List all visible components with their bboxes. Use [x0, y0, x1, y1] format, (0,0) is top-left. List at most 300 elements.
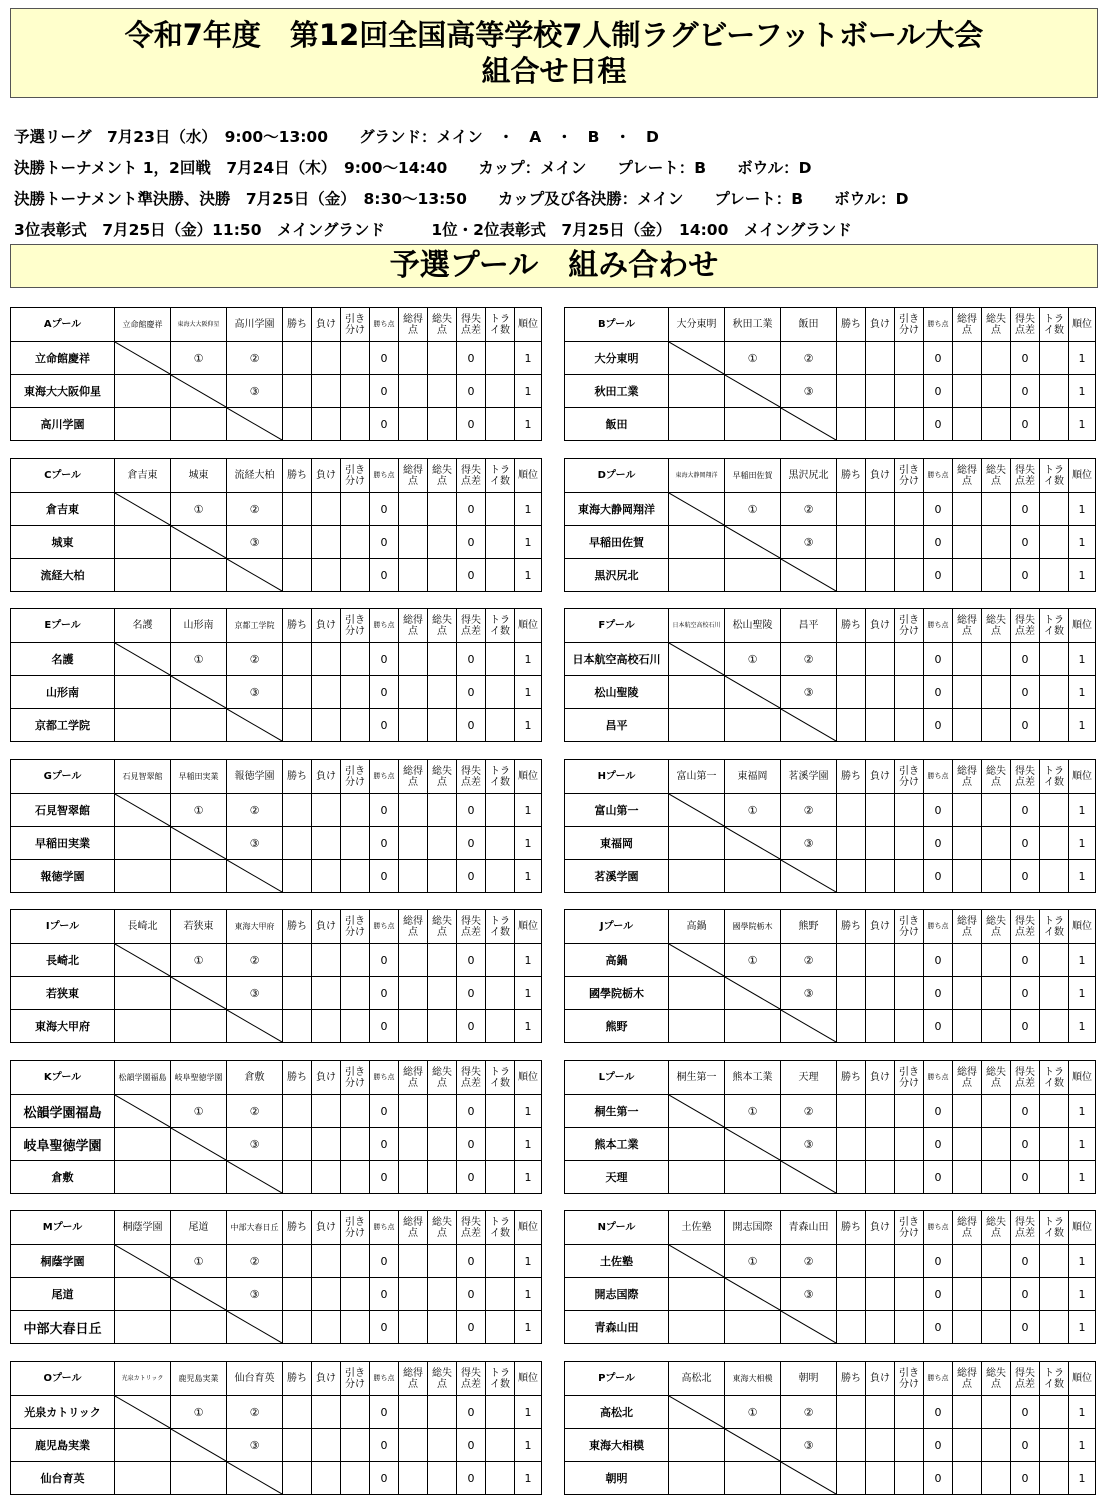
column-header-rank: 順位 — [515, 308, 542, 342]
diagonal-cell — [669, 1396, 725, 1429]
column-header-draw: 引き分け — [895, 910, 924, 944]
opponent-header: 早稲田実業 — [171, 760, 227, 794]
cell-total-against — [982, 1278, 1011, 1311]
cell-diff: 0 — [457, 342, 486, 375]
cell-points: 0 — [924, 676, 953, 709]
cell-rank: 1 — [515, 375, 542, 408]
cell-tries — [1040, 1462, 1069, 1495]
cell-loss — [866, 342, 895, 375]
cell-loss — [866, 493, 895, 526]
column-header-diff: 得失点差 — [457, 910, 486, 944]
cell-points: 0 — [370, 408, 399, 441]
column-header-total-for: 総得点 — [399, 609, 428, 643]
diagonal-cell — [115, 643, 171, 676]
cell-win — [283, 375, 312, 408]
cell-total-against — [428, 342, 457, 375]
cell-win — [283, 1245, 312, 1278]
cell-loss — [866, 1311, 895, 1344]
cell-total-against — [982, 860, 1011, 893]
cell-tries — [1040, 493, 1069, 526]
cell-total-against — [982, 1462, 1011, 1495]
cell-tries — [486, 1161, 515, 1194]
cell-loss — [312, 559, 341, 592]
match-number: ① — [725, 342, 781, 375]
result-cell — [669, 709, 725, 742]
schedule-line: 予選リーグ 7月23日（水） 9:00～13:00 グランド：メイン ・ A ・ B ・ D — [14, 128, 659, 146]
match-number: ① — [171, 493, 227, 526]
cell-tries — [486, 944, 515, 977]
column-header-tries: トライ数 — [1040, 459, 1069, 493]
column-header-tries: トライ数 — [486, 308, 515, 342]
table-row — [565, 709, 1096, 742]
team-name: 早稲田実業 — [11, 827, 115, 860]
cell-rank: 1 — [1069, 1095, 1096, 1128]
team-name: 中部大春日丘 — [11, 1311, 115, 1344]
cell-total-for — [399, 1462, 428, 1495]
team-name: 東海大静岡翔洋 — [565, 493, 669, 526]
cell-total-for — [953, 827, 982, 860]
pool-name: Aプール — [11, 308, 115, 342]
cell-diff: 0 — [1011, 1161, 1040, 1194]
team-name: 報徳学園 — [11, 860, 115, 893]
result-cell — [725, 1462, 781, 1495]
result-cell — [115, 1278, 171, 1311]
cell-diff: 0 — [457, 1161, 486, 1194]
opponent-header: 京都工学院 — [227, 609, 283, 643]
cell-draw — [895, 1429, 924, 1462]
match-number: ① — [171, 1396, 227, 1429]
match-number: ② — [781, 794, 837, 827]
cell-rank: 1 — [515, 1429, 542, 1462]
result-cell — [115, 408, 171, 441]
opponent-header: 仙台育英 — [227, 1362, 283, 1396]
cell-diff: 0 — [457, 526, 486, 559]
pool-table — [10, 909, 542, 1043]
match-number: ② — [227, 1245, 283, 1278]
column-header-total-for: 総得点 — [399, 1061, 428, 1095]
cell-loss — [312, 1245, 341, 1278]
cell-draw — [895, 408, 924, 441]
cell-loss — [866, 1278, 895, 1311]
cell-diff: 0 — [1011, 1010, 1040, 1043]
column-header-loss: 負け — [866, 760, 895, 794]
cell-draw — [341, 860, 370, 893]
cell-draw — [341, 1462, 370, 1495]
section-title: 予選プール 組み合わせ — [10, 244, 1098, 288]
cell-loss — [312, 643, 341, 676]
result-cell — [725, 1161, 781, 1194]
cell-total-for — [953, 676, 982, 709]
cell-rank: 1 — [515, 1311, 542, 1344]
pool-table — [564, 608, 1096, 742]
column-header-rank: 順位 — [1069, 1061, 1096, 1095]
column-header-draw: 引き分け — [895, 308, 924, 342]
cell-draw — [895, 1278, 924, 1311]
cell-total-for — [953, 794, 982, 827]
pool-name: Dプール — [565, 459, 669, 493]
result-cell — [171, 408, 227, 441]
cell-points: 0 — [370, 643, 399, 676]
column-header-total-for: 総得点 — [399, 910, 428, 944]
table-row — [565, 1245, 1096, 1278]
cell-rank: 1 — [1069, 1462, 1096, 1495]
team-name: 國學院栃木 — [565, 977, 669, 1010]
cell-diff: 0 — [1011, 375, 1040, 408]
cell-loss — [312, 408, 341, 441]
column-header-diff: 得失点差 — [457, 1061, 486, 1095]
cell-points: 0 — [370, 709, 399, 742]
opponent-header: 國學院栃木 — [725, 910, 781, 944]
match-number: ① — [725, 794, 781, 827]
column-header-points: 勝ち点 — [370, 609, 399, 643]
match-number: ② — [227, 493, 283, 526]
cell-diff: 0 — [457, 977, 486, 1010]
column-header-loss: 負け — [312, 1061, 341, 1095]
pool-table — [564, 1361, 1096, 1495]
cell-tries — [486, 408, 515, 441]
column-header-rank: 順位 — [1069, 459, 1096, 493]
cell-total-against — [428, 794, 457, 827]
pool-table — [10, 458, 542, 592]
opponent-header: 秋田工業 — [725, 308, 781, 342]
cell-rank: 1 — [1069, 977, 1096, 1010]
opponent-header: 桐蔭学園 — [115, 1211, 171, 1245]
cell-draw — [895, 977, 924, 1010]
column-header-diff: 得失点差 — [1011, 1362, 1040, 1396]
cell-win — [837, 1396, 866, 1429]
cell-win — [283, 1095, 312, 1128]
result-cell — [669, 1128, 725, 1161]
diagonal-cell — [669, 342, 725, 375]
diagonal-cell — [171, 375, 227, 408]
cell-total-for — [399, 643, 428, 676]
table-row — [565, 526, 1096, 559]
cell-total-against — [428, 1311, 457, 1344]
diagonal-cell — [669, 944, 725, 977]
pool-name: Kプール — [11, 1061, 115, 1095]
opponent-header: 高鍋 — [669, 910, 725, 944]
table-row — [565, 408, 1096, 441]
cell-rank: 1 — [1069, 1429, 1096, 1462]
column-header-win: 勝ち — [837, 308, 866, 342]
cell-rank: 1 — [515, 1462, 542, 1495]
column-header-win: 勝ち — [837, 1061, 866, 1095]
cell-total-for — [399, 559, 428, 592]
cell-draw — [341, 375, 370, 408]
table-row — [11, 944, 542, 977]
result-cell — [669, 860, 725, 893]
cell-draw — [895, 709, 924, 742]
cell-win — [837, 559, 866, 592]
cell-points: 0 — [924, 342, 953, 375]
opponent-header: 城東 — [171, 459, 227, 493]
column-header-total-for: 総得点 — [953, 1362, 982, 1396]
match-number: ③ — [781, 977, 837, 1010]
cell-draw — [895, 1396, 924, 1429]
cell-loss — [866, 1128, 895, 1161]
diagonal-cell — [669, 1245, 725, 1278]
column-header-draw: 引き分け — [341, 760, 370, 794]
result-cell — [725, 1010, 781, 1043]
cell-draw — [341, 643, 370, 676]
opponent-header: 昌平 — [781, 609, 837, 643]
column-header-win: 勝ち — [837, 609, 866, 643]
cell-rank: 1 — [515, 1278, 542, 1311]
column-header-tries: トライ数 — [1040, 1362, 1069, 1396]
cell-total-for — [399, 827, 428, 860]
cell-total-against — [428, 408, 457, 441]
cell-win — [283, 827, 312, 860]
column-header-loss: 負け — [866, 308, 895, 342]
column-header-loss: 負け — [866, 1061, 895, 1095]
team-name: 松韻学園福島 — [11, 1095, 115, 1128]
opponent-header: 大分東明 — [669, 308, 725, 342]
cell-win — [837, 676, 866, 709]
result-cell — [115, 1010, 171, 1043]
cell-points: 0 — [370, 1128, 399, 1161]
match-number: ③ — [227, 1128, 283, 1161]
opponent-header: 中部大春日丘 — [227, 1211, 283, 1245]
cell-rank: 1 — [1069, 944, 1096, 977]
pool-table — [564, 909, 1096, 1043]
result-cell — [669, 559, 725, 592]
diagonal-cell — [227, 1462, 283, 1495]
cell-draw — [341, 709, 370, 742]
column-header-win: 勝ち — [837, 459, 866, 493]
cell-draw — [895, 1095, 924, 1128]
match-number: ② — [781, 342, 837, 375]
cell-diff: 0 — [457, 676, 486, 709]
match-number: ③ — [781, 526, 837, 559]
match-number: ② — [781, 1095, 837, 1128]
opponent-header: 石見智翠館 — [115, 760, 171, 794]
diagonal-cell — [115, 944, 171, 977]
opponent-header: 熊野 — [781, 910, 837, 944]
match-number: ② — [227, 342, 283, 375]
column-header-draw: 引き分け — [895, 1061, 924, 1095]
column-header-total-for: 総得点 — [953, 1061, 982, 1095]
cell-diff: 0 — [457, 559, 486, 592]
column-header-tries: トライ数 — [1040, 308, 1069, 342]
cell-rank: 1 — [515, 944, 542, 977]
pool-table — [10, 307, 542, 441]
table-row — [565, 342, 1096, 375]
cell-win — [837, 375, 866, 408]
cell-total-against — [428, 643, 457, 676]
column-header-points: 勝ち点 — [370, 1211, 399, 1245]
pool-name: Hプール — [565, 760, 669, 794]
cell-diff: 0 — [457, 375, 486, 408]
diagonal-cell — [725, 1128, 781, 1161]
column-header-total-against: 総失点 — [428, 760, 457, 794]
table-row — [565, 493, 1096, 526]
opponent-header: 早稲田佐賀 — [725, 459, 781, 493]
cell-total-against — [428, 944, 457, 977]
column-header-loss: 負け — [312, 1211, 341, 1245]
column-header-tries: トライ数 — [486, 459, 515, 493]
column-header-win: 勝ち — [283, 1362, 312, 1396]
cell-win — [283, 944, 312, 977]
cell-draw — [341, 526, 370, 559]
cell-tries — [1040, 643, 1069, 676]
diagonal-cell — [669, 794, 725, 827]
cell-tries — [486, 977, 515, 1010]
cell-rank: 1 — [1069, 342, 1096, 375]
column-header-diff: 得失点差 — [457, 760, 486, 794]
result-cell — [115, 709, 171, 742]
cell-total-for — [953, 342, 982, 375]
diagonal-cell — [725, 526, 781, 559]
cell-diff: 0 — [1011, 1095, 1040, 1128]
match-number: ② — [227, 1396, 283, 1429]
column-header-rank: 順位 — [1069, 609, 1096, 643]
team-name: 石見智翠館 — [11, 794, 115, 827]
column-header-win: 勝ち — [837, 760, 866, 794]
column-header-total-for: 総得点 — [953, 308, 982, 342]
column-header-total-for: 総得点 — [399, 760, 428, 794]
team-name: 茗溪学園 — [565, 860, 669, 893]
cell-loss — [312, 1161, 341, 1194]
cell-points: 0 — [370, 794, 399, 827]
cell-loss — [866, 408, 895, 441]
cell-rank: 1 — [1069, 1161, 1096, 1194]
cell-draw — [895, 1311, 924, 1344]
team-name: 高鍋 — [565, 944, 669, 977]
result-cell — [725, 709, 781, 742]
cell-rank: 1 — [515, 676, 542, 709]
cell-total-for — [953, 1010, 982, 1043]
cell-tries — [486, 676, 515, 709]
table-row — [11, 1095, 542, 1128]
match-number: ② — [227, 944, 283, 977]
cell-loss — [312, 709, 341, 742]
cell-win — [283, 1161, 312, 1194]
cell-diff: 0 — [1011, 1128, 1040, 1161]
cell-win — [283, 559, 312, 592]
cell-total-for — [953, 559, 982, 592]
table-row — [565, 1095, 1096, 1128]
result-cell — [669, 408, 725, 441]
team-name: 開志国際 — [565, 1278, 669, 1311]
cell-win — [837, 526, 866, 559]
cell-tries — [486, 1311, 515, 1344]
column-header-win: 勝ち — [283, 459, 312, 493]
cell-rank: 1 — [515, 827, 542, 860]
match-number: ② — [781, 1245, 837, 1278]
diagonal-cell — [171, 1429, 227, 1462]
cell-diff: 0 — [1011, 1245, 1040, 1278]
team-name: 流経大柏 — [11, 559, 115, 592]
match-number: ① — [171, 944, 227, 977]
opponent-header: 東海大相模 — [725, 1362, 781, 1396]
opponent-header: 光泉カトリック — [115, 1362, 171, 1396]
cell-rank: 1 — [515, 1396, 542, 1429]
pool-name: Oプール — [11, 1362, 115, 1396]
cell-loss — [866, 1010, 895, 1043]
column-header-diff: 得失点差 — [457, 459, 486, 493]
cell-loss — [866, 944, 895, 977]
opponent-header: 開志国際 — [725, 1211, 781, 1245]
diagonal-cell — [115, 1095, 171, 1128]
opponent-header: 東海大大阪仰星 — [171, 308, 227, 342]
column-header-total-against: 総失点 — [428, 1362, 457, 1396]
cell-win — [283, 643, 312, 676]
cell-tries — [486, 1128, 515, 1161]
column-header-loss: 負け — [312, 1362, 341, 1396]
opponent-header: 富山第一 — [669, 760, 725, 794]
column-header-total-against: 総失点 — [428, 459, 457, 493]
cell-rank: 1 — [515, 977, 542, 1010]
cell-win — [837, 1278, 866, 1311]
column-header-total-for: 総得点 — [399, 308, 428, 342]
opponent-header: 日本航空高校石川 — [669, 609, 725, 643]
table-row — [11, 1278, 542, 1311]
cell-rank: 1 — [1069, 709, 1096, 742]
cell-points: 0 — [924, 794, 953, 827]
cell-total-against — [982, 944, 1011, 977]
cell-win — [283, 1010, 312, 1043]
cell-tries — [1040, 1311, 1069, 1344]
column-header-points: 勝ち点 — [370, 910, 399, 944]
column-header-total-for: 総得点 — [953, 609, 982, 643]
cell-draw — [341, 559, 370, 592]
team-name: 早稲田佐賀 — [565, 526, 669, 559]
cell-draw — [341, 794, 370, 827]
cell-points: 0 — [924, 709, 953, 742]
cell-loss — [866, 526, 895, 559]
cell-points: 0 — [370, 977, 399, 1010]
cell-loss — [312, 794, 341, 827]
cell-win — [283, 1128, 312, 1161]
cell-diff: 0 — [1011, 493, 1040, 526]
cell-total-against — [428, 1161, 457, 1194]
opponent-header: 倉敷 — [227, 1061, 283, 1095]
cell-rank: 1 — [515, 1095, 542, 1128]
column-header-total-for: 総得点 — [953, 910, 982, 944]
result-cell — [171, 860, 227, 893]
cell-loss — [312, 493, 341, 526]
cell-draw — [341, 1095, 370, 1128]
cell-tries — [1040, 559, 1069, 592]
diagonal-cell — [725, 827, 781, 860]
table-row — [565, 944, 1096, 977]
column-header-draw: 引き分け — [341, 1061, 370, 1095]
cell-total-against — [982, 1128, 1011, 1161]
table-row — [11, 1010, 542, 1043]
cell-tries — [1040, 676, 1069, 709]
cell-points: 0 — [370, 944, 399, 977]
result-cell — [725, 408, 781, 441]
cell-total-against — [982, 676, 1011, 709]
cell-tries — [1040, 827, 1069, 860]
team-name: 熊野 — [565, 1010, 669, 1043]
cell-total-for — [399, 1311, 428, 1344]
column-header-win: 勝ち — [837, 1211, 866, 1245]
column-header-loss: 負け — [866, 910, 895, 944]
cell-points: 0 — [924, 860, 953, 893]
cell-rank: 1 — [1069, 493, 1096, 526]
cell-loss — [312, 1095, 341, 1128]
cell-tries — [1040, 1161, 1069, 1194]
cell-diff: 0 — [457, 1429, 486, 1462]
match-number: ② — [781, 1396, 837, 1429]
cell-points: 0 — [370, 526, 399, 559]
cell-total-for — [953, 1161, 982, 1194]
cell-total-against — [428, 977, 457, 1010]
cell-draw — [895, 342, 924, 375]
match-number: ① — [725, 493, 781, 526]
cell-win — [837, 408, 866, 441]
